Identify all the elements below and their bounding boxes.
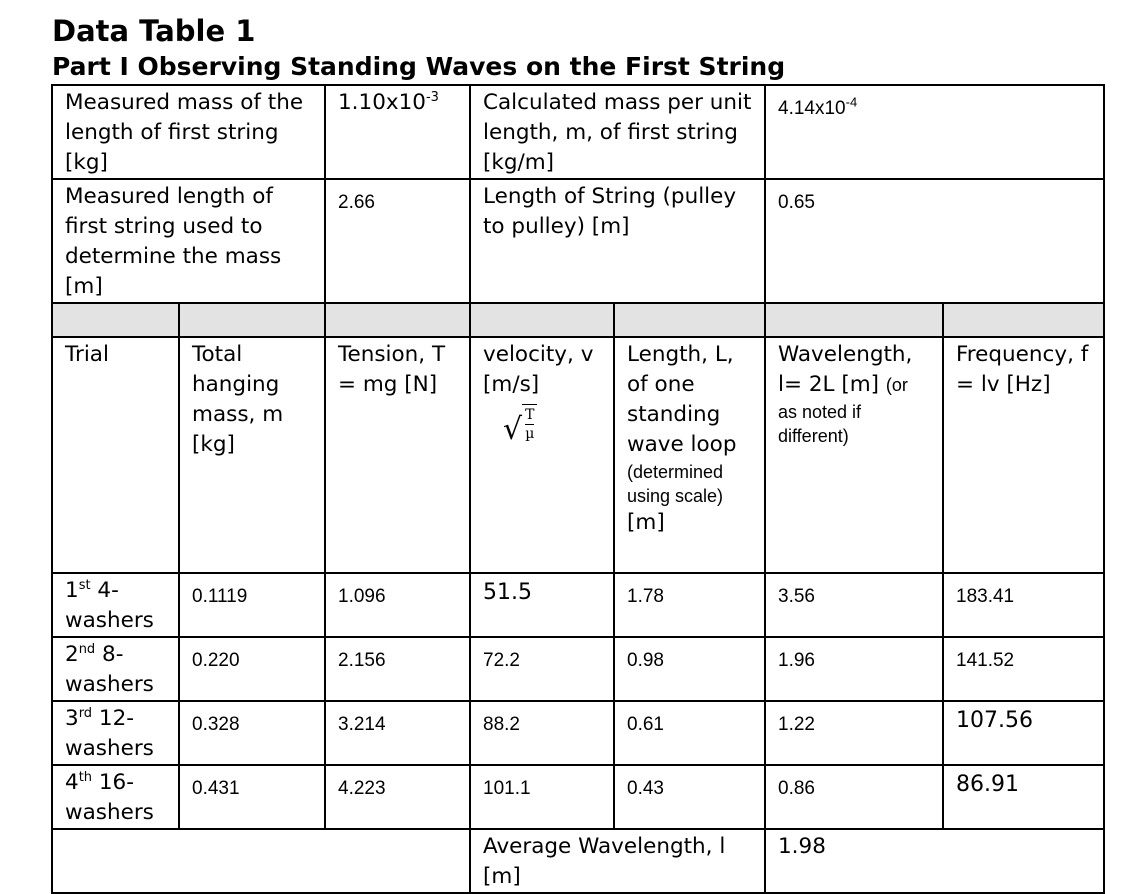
mass-value: $1.10x10^{-3}$: [325, 85, 470, 179]
frequency-cell: 86.91: [943, 765, 1104, 829]
mass-cell: 0.328: [179, 701, 325, 765]
wavelength-cell: 3.56: [765, 573, 943, 637]
mass-cell: 0.431: [179, 765, 325, 829]
frequency-cell: 183.41: [943, 573, 1104, 637]
velocity-cell: 88.2: [470, 701, 614, 765]
section-subtitle: Part I Observing Standing Waves on the First String: [52, 52, 786, 81]
mass-cell: 0.1119: [179, 573, 325, 637]
info-row-mass: [52, 85, 1104, 179]
header-wavelength: [765, 337, 943, 573]
loop-length-label: Length, L, of one standing wave loop: [627, 342, 737, 457]
velocity-formula: √ $\frac{T}{\text{µ}}$: [503, 404, 537, 456]
trial-cell: 2nd 8-washers: [52, 637, 179, 701]
tension-cell: 1.096: [325, 573, 470, 637]
pulley-length-value: 0.65: [765, 179, 1104, 303]
pulley-length-label: Length of String (pulley to pulley) [m]: [470, 179, 765, 303]
string-length-label: Measured length of first string used to determine the mass [m]: [52, 179, 325, 303]
header-frequency: Frequency, f = lv [Hz]: [943, 337, 1104, 573]
velocity-cell: 72.2: [470, 637, 614, 701]
trial-cell: 4th 16-washers: [52, 765, 179, 829]
header-loop-length: [614, 337, 765, 573]
wavelength-cell: 0.86: [765, 765, 943, 829]
page-title: Data Table 1: [52, 14, 256, 48]
trial-cell: 1st 4-washers: [52, 573, 179, 637]
wavelength-note-start: (or: [885, 375, 908, 395]
average-row: [52, 829, 1104, 893]
tension-cell: 4.223: [325, 765, 470, 829]
string-length-value: 2.66: [325, 179, 470, 303]
header-hanging-mass: Total hanging mass, m [kg]: [179, 337, 325, 573]
header-tension: Tension, T = mg [N]: [325, 337, 470, 573]
header-row: [52, 337, 1104, 573]
loop-length-unit: [m]: [627, 510, 665, 535]
mass-per-length-value: $4.14x10^{-4}$: [765, 85, 1104, 179]
trial-cell: 3rd 12-washers: [52, 701, 179, 765]
data-table: [51, 84, 1105, 894]
tension-cell: 3.214: [325, 701, 470, 765]
mass-label: Measured mass of the length of first string [kg]: [52, 85, 325, 179]
wavelength-note-end: as noted if different): [778, 402, 862, 446]
header-velocity: [470, 337, 614, 573]
length-cell: 0.98: [614, 637, 765, 701]
mass-per-length-label: Calculated mass per unit length, m, of first string [kg/m]: [470, 85, 765, 179]
mass-cell: 0.220: [179, 637, 325, 701]
table-row: [52, 701, 1104, 765]
frequency-cell: 141.52: [943, 637, 1104, 701]
average-wavelength-value: 1.98: [765, 829, 1104, 893]
wavelength-cell: 1.96: [765, 637, 943, 701]
table-row: [52, 637, 1104, 701]
wavelength-cell: 1.22: [765, 701, 943, 765]
length-cell: 1.78: [614, 573, 765, 637]
velocity-label: velocity, v [m/s]: [483, 342, 594, 397]
table-row: [52, 765, 1104, 829]
tension-cell: 2.156: [325, 637, 470, 701]
average-wavelength-label: Average Wavelength, l [m]: [470, 829, 765, 893]
spacer-row: [52, 303, 1104, 337]
length-cell: 0.61: [614, 701, 765, 765]
velocity-cell: 51.5: [470, 573, 614, 637]
frequency-cell: 107.56: [943, 701, 1104, 765]
info-row-length: [52, 179, 1104, 303]
length-cell: 0.43: [614, 765, 765, 829]
wavelength-label: Wavelength, l= 2L [m]: [778, 342, 913, 397]
loop-length-note: (determined using scale): [627, 462, 724, 506]
table-row: [52, 573, 1104, 637]
velocity-cell: 101.1: [470, 765, 614, 829]
header-trial: Trial: [52, 337, 179, 573]
